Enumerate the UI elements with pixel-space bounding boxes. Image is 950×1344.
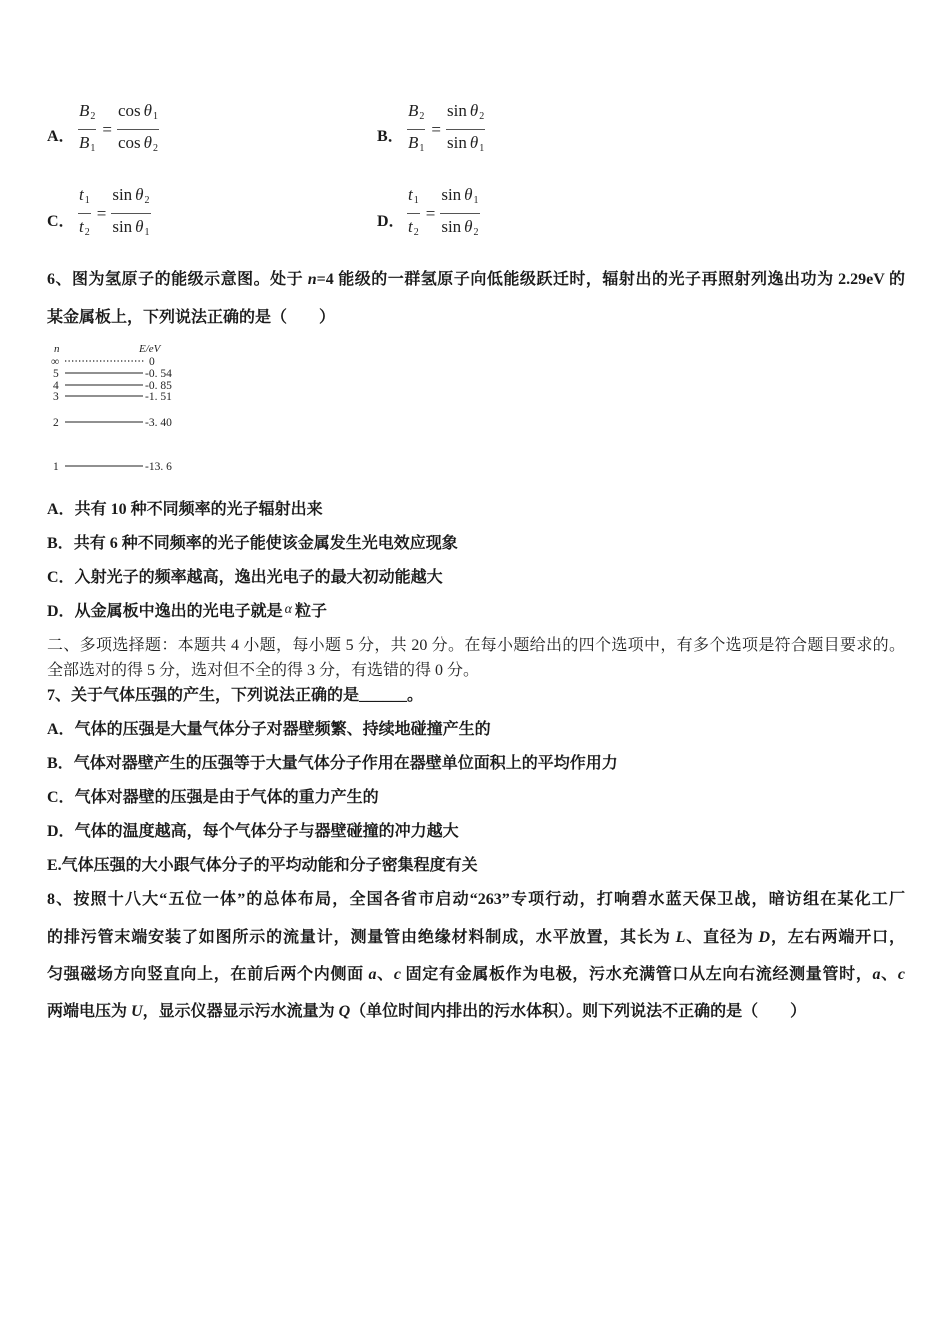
q5-option-a-formula	[78, 100, 159, 159]
lhs-denominator	[78, 214, 91, 243]
option-text: 共有 6 种不同频率的光子能使该金属发生光电效应现象	[73, 535, 458, 552]
level-value-5: -0. 54	[145, 368, 172, 380]
trig-function: sin	[441, 217, 462, 236]
subscript: 2	[419, 111, 425, 122]
variable: B	[408, 133, 419, 152]
variable-c: c	[897, 966, 905, 983]
stem-text: 两端电压为	[47, 1003, 132, 1020]
q5-option-c-label: C．	[47, 213, 75, 230]
subscript: 1	[413, 195, 419, 206]
section2-instructions-line1: 二、多项选择题：本题共 4 小题，每小题 5 分，共 20 分。在每小题给出的四个选项中，有多个选项是符合题目要求的。	[47, 637, 905, 654]
option-text: 气体的温度越高，每个气体分子与器壁碰撞的冲力越大	[74, 823, 459, 840]
q5-option-d-formula	[407, 184, 480, 243]
level-value-4: -0. 85	[145, 380, 172, 392]
subscript: 1	[479, 143, 485, 154]
variable: B	[79, 101, 90, 120]
option-label: A．	[47, 721, 75, 738]
variable: θ	[464, 185, 473, 204]
q8-stem-line1: 8、按照十八大“五位一体”的总体布局，全国各省市启动“263”专项行动，打响碧水蓝天保卫战，暗访组在某化工厂	[47, 891, 905, 908]
variable: θ	[135, 217, 144, 236]
q6-option-d	[47, 602, 905, 622]
rhs-fraction	[117, 100, 159, 159]
stem-text: =4 能级的一群氢原子向低能级跃迁时，辐射出的光子再照射列逸出功为 2.29eV 的	[316, 271, 905, 288]
option-label: C．	[47, 569, 75, 586]
option-text: 气体的压强是大量气体分子对器壁频繁、持续地碰撞产生的	[74, 721, 491, 738]
trig-function: cos	[117, 101, 141, 120]
stem-text: 、	[376, 966, 394, 983]
rhs-denominator	[117, 130, 159, 159]
rhs-fraction	[440, 184, 479, 243]
stem-text: ，左右两端开口，	[770, 929, 905, 946]
variable: θ	[135, 185, 144, 204]
q6-option-c	[47, 568, 905, 588]
subscript: 2	[479, 111, 485, 122]
variable: θ	[469, 101, 479, 120]
lhs-numerator	[78, 184, 91, 214]
q6-stem-line2: 某金属板上，下列说法正确的是（ ）	[47, 309, 336, 326]
lhs-fraction	[407, 100, 425, 159]
subscript: 1	[153, 111, 159, 122]
level-label-infinity: ∞	[51, 356, 60, 368]
variable: t	[79, 185, 84, 204]
subscript: 2	[413, 227, 419, 238]
level-value-1: -13. 6	[145, 461, 172, 473]
q5-option-d-label: D．	[377, 213, 405, 230]
variable-a: a	[368, 966, 377, 983]
lhs-numerator	[78, 100, 96, 130]
lhs-numerator	[407, 100, 425, 130]
level-label-4: 4	[53, 380, 59, 392]
q5-option-b-formula	[407, 100, 485, 159]
subscript: 1	[90, 143, 96, 154]
level-label-5: 5	[53, 368, 59, 380]
variable-c: c	[393, 966, 401, 983]
section2-instructions-line2: 全部选对的得 5 分，选对但不全的得 3 分，有选错的得 0 分。	[47, 662, 480, 679]
lhs-fraction	[78, 184, 91, 243]
subscript: 2	[473, 227, 479, 238]
equals-sign: =	[425, 203, 436, 223]
variable: B	[408, 101, 419, 120]
trig-function: sin	[112, 217, 133, 236]
subscript: 2	[90, 111, 96, 122]
lhs-denominator	[78, 130, 96, 159]
subscript: 2	[84, 227, 90, 238]
subscript: 1	[473, 195, 479, 206]
variable-l: L	[675, 929, 686, 946]
trig-function: sin	[446, 133, 467, 152]
level-label-2: 2	[53, 417, 59, 429]
equals-sign: =	[102, 119, 112, 139]
level-value-2: -3. 40	[145, 417, 172, 429]
variable: θ	[143, 101, 153, 120]
level-label-1: 1	[53, 461, 59, 473]
variable-a: a	[872, 966, 881, 983]
trig-function: sin	[441, 185, 462, 204]
q6-option-a	[47, 500, 905, 520]
option-label: D．	[47, 603, 75, 620]
option-text: 入射光子的频率越高，逸出光电子的最大初动能越大	[74, 569, 443, 586]
trig-function: sin	[112, 185, 133, 204]
option-text-end: 粒子	[294, 603, 327, 620]
subscript: 1	[144, 227, 150, 238]
rhs-denominator	[440, 214, 479, 243]
q5-option-a-label: A．	[47, 128, 75, 145]
lhs-fraction	[78, 100, 96, 159]
level-value-3: -1. 51	[145, 391, 172, 403]
subscript: 2	[153, 143, 159, 154]
equals-sign: =	[431, 119, 441, 139]
lhs-denominator	[407, 214, 420, 243]
option-text: 气体对器壁产生的压强等于大量气体分子作用在器壁单位面积上的平均作用力	[73, 755, 618, 772]
option-label: B．	[47, 535, 74, 552]
option-text: 共有 10 种不同频率的光子辐射出来	[74, 501, 323, 518]
stem-text: 、	[880, 966, 898, 983]
option-text: 从金属板中逸出的光电子就是	[74, 603, 283, 620]
q7-stem: 7、关于气体压强的产生，下列说法正确的是______。	[47, 687, 424, 704]
stem-text: 固定有金属板作为电极，污水充满管口从左向右流经测量管时，	[400, 966, 873, 983]
axis-energy-label: E/eV	[139, 343, 161, 355]
rhs-numerator	[117, 100, 159, 130]
q8-stem-line2	[47, 928, 905, 948]
equals-sign: =	[96, 203, 107, 223]
alpha-symbol: α	[284, 602, 292, 617]
q5-option-b-label: B．	[377, 128, 404, 145]
q8-stem-line3	[47, 965, 905, 985]
option-label: C．	[47, 789, 75, 806]
stem-text: （单位时间内排出的污水体积）。则下列说法不正确的是（ ）	[350, 1003, 807, 1020]
q6-option-b	[47, 534, 905, 554]
q7-option-d	[47, 822, 905, 842]
energy-level-diagram	[47, 340, 197, 476]
option-label: A．	[47, 501, 75, 518]
rhs-fraction	[446, 100, 485, 159]
trig-function: sin	[446, 101, 467, 120]
stem-text: 匀强磁场方向竖直向上，在前后两个内侧面	[47, 966, 369, 983]
rhs-denominator	[111, 214, 150, 243]
variable-n: n	[307, 271, 317, 288]
variable: θ	[464, 217, 473, 236]
variable: θ	[143, 133, 153, 152]
q7-option-a	[47, 720, 905, 740]
q7-option-e	[47, 856, 905, 876]
q8-stem-line4	[47, 1002, 905, 1022]
option-text: 气体压强的大小跟气体分子的平均动能和分子密集程度有关	[61, 857, 478, 874]
rhs-numerator	[111, 184, 150, 214]
variable: θ	[469, 133, 479, 152]
rhs-numerator	[440, 184, 479, 214]
stem-text: ，显示仪器显示污水流量为	[142, 1003, 339, 1020]
rhs-numerator	[446, 100, 485, 130]
q5-option-c-formula	[78, 184, 151, 243]
lhs-fraction	[407, 184, 420, 243]
subscript: 1	[84, 195, 90, 206]
variable-d: D	[758, 929, 771, 946]
q7-option-c	[47, 788, 905, 808]
lhs-denominator	[407, 130, 425, 159]
stem-text: 、直径为	[685, 929, 759, 946]
variable: t	[408, 185, 413, 204]
subscript: 1	[419, 143, 425, 154]
variable: B	[79, 133, 90, 152]
rhs-denominator	[446, 130, 485, 159]
subscript: 2	[144, 195, 150, 206]
stem-text: 6、图为氢原子的能级示意图。处于	[47, 271, 308, 288]
q6-stem-line1	[47, 270, 905, 290]
option-label: E.	[47, 857, 62, 874]
lhs-numerator	[407, 184, 420, 214]
level-label-3: 3	[53, 391, 59, 403]
trig-function: cos	[117, 133, 141, 152]
variable-u: U	[131, 1003, 143, 1020]
variable: t	[79, 217, 84, 236]
rhs-fraction	[111, 184, 150, 243]
variable: t	[408, 217, 413, 236]
option-text: 气体对器壁的压强是由于气体的重力产生的	[74, 789, 379, 806]
option-label: D．	[47, 823, 75, 840]
stem-text: 的排污管末端安装了如图所示的流量计，测量管由绝缘材料制成，水平放置，其长为	[47, 929, 676, 946]
q7-option-b	[47, 754, 905, 774]
variable-q: Q	[338, 1003, 351, 1020]
option-label: B．	[47, 755, 74, 772]
axis-n-label: n	[54, 343, 60, 355]
level-value-infinity: 0	[149, 356, 155, 368]
